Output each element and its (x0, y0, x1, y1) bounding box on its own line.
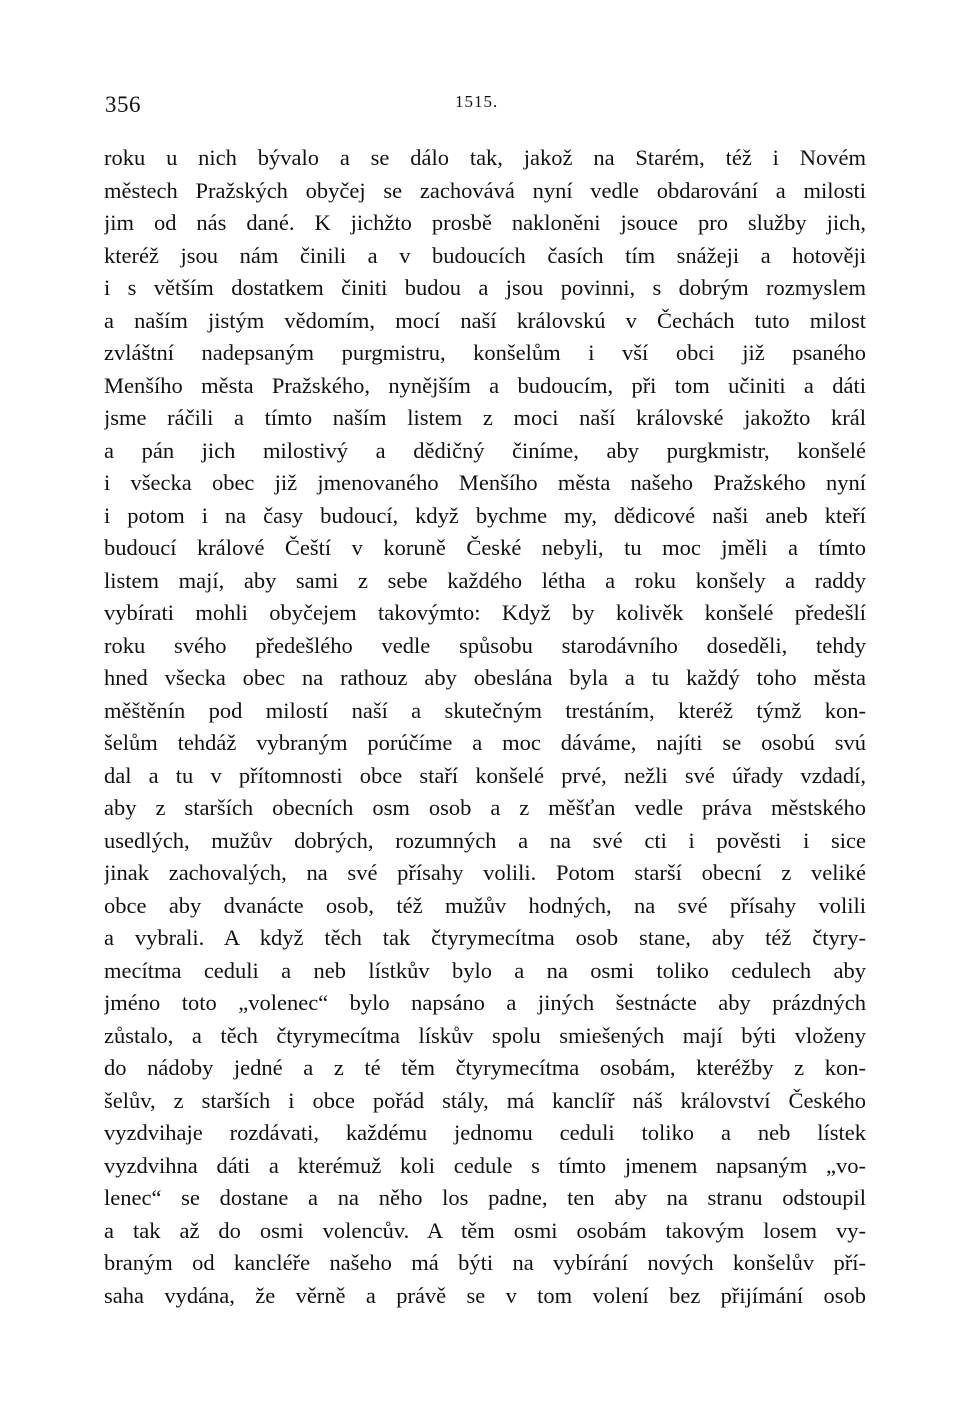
text-line: zůstalo, a těch čtyrymecítma lískův spolu smiešených mají býti vloženy (104, 1022, 866, 1048)
page-number: 356 (105, 92, 141, 117)
text-line: vyzdvihaje rozdávati, každému jednomu ceduli toliko a neb lístek (104, 1120, 866, 1145)
text-line: Menšího města Pražského, nynějším a budoucím, při tom učiniti a dáti (104, 372, 866, 398)
text-line: i potom i na časy budoucí, když bychme my, dědicové naši aneb kteří (104, 502, 866, 528)
text-line: i všecka obec již jmenovaného Menšího města našeho Pražského nyní (104, 470, 866, 495)
running-head-year: 1515. (455, 92, 499, 111)
text-line: jméno toto „volenec“ bylo napsáno a jiných šestnácte aby prázdných (104, 990, 866, 1015)
text-line: braným od kancléře našeho má býti na vybírání nových konšelův pří- (104, 1250, 866, 1275)
text-line: roku u nich bývalo a se dálo tak, jakož na Starém, též i Novém (104, 145, 866, 170)
text-line: saha vydána, že věrně a právě se v tom volení bez přijímání osob (104, 1282, 866, 1308)
text-line: do nádoby jedné a z té těm čtyrymecítma osobám, kteréžby z kon- (104, 1055, 866, 1080)
text-line: a pán jich milostivý a dědičný činíme, aby purgkmistr, konšelé (104, 437, 866, 463)
body-text (104, 142, 866, 1312)
text-line: jim od nás dané. K jichžto prosbě nakloněni jsouce pro služby jich, (104, 210, 866, 235)
text-line: jinak zachovalých, na své přísahy volili. Potom starší obecní z veliké (104, 860, 866, 885)
text-line: roku svého předešlého vedle spůsobu starodávního doseděli, tehdy (104, 632, 866, 658)
text-line: a vybrali. A když těch tak čtyrymecítma osob stane, aby též čtyry- (104, 925, 866, 950)
text-line: šelům tehdáž vybraným porúčíme a moc dáváme, najíti se osobú svú (104, 730, 866, 755)
text-line: budoucí králové Čeští v koruně České nebyli, tu moc jměli a tímto (104, 535, 866, 560)
text-line: zvláštní nadepsaným purgmistru, konšelům i vší obci již psaného (104, 340, 866, 365)
text-line: hned všecka obec na rathouz aby obeslána byla a tu každý toho města (104, 665, 866, 690)
text-line: vybírati mohli obyčejem takovýmto: Když by kolivěk konšelé předešlí (104, 600, 866, 625)
text-line: obce aby dvanácte osob, též mužův hodných, na své přísahy volili (104, 892, 866, 918)
text-line: vyzdvihna dáti a kterémuž koli cedule s tímto jmenem napsaným „vo- (104, 1152, 866, 1178)
text-line: lenec“ se dostane a na něho los padne, ten aby na stranu odstoupil (104, 1185, 866, 1210)
text-line: městech Pražských obyčej se zachovává nyní vedle obdarování a milosti (104, 177, 866, 203)
text-line: i s větším dostatkem činiti budou a jsou povinni, s dobrým rozmyslem (104, 275, 866, 300)
text-line: mecítma ceduli a neb lístkův bylo a na osmi toliko cedulech aby (104, 957, 866, 983)
text-line: aby z starších obecních osm osob a z měšťan vedle práva městského (104, 795, 866, 820)
text-line: listem mají, aby sami z sebe každého létha a roku konšely a raddy (104, 567, 866, 593)
text-line: jsme ráčili a tímto naším listem z moci naší královské jakožto král (104, 405, 866, 430)
text-line: a naším jistým vědomím, mocí naší královskú v Čechách tuto milost (104, 307, 866, 333)
text-line: a tak až do osmi volencův. A těm osmi osobám takovým losem vy- (104, 1217, 866, 1243)
text-line: usedlých, mužův dobrých, rozumných a na své cti i pověsti i sice (104, 827, 866, 853)
text-line: kteréž jsou nám činili a v budoucích časích tím snážeji a hotověji (104, 242, 866, 268)
text-line: šelův, z starších i obce pořád stály, má kanclíř náš království Českého (104, 1087, 866, 1113)
text-line: měštěnín pod milostí naší a skutečným trestáním, kteréž týmž kon- (104, 697, 866, 723)
text-line: dal a tu v přítomnosti obce staří konšelé prvé, nežli své úřady vzdadí, (104, 762, 866, 788)
